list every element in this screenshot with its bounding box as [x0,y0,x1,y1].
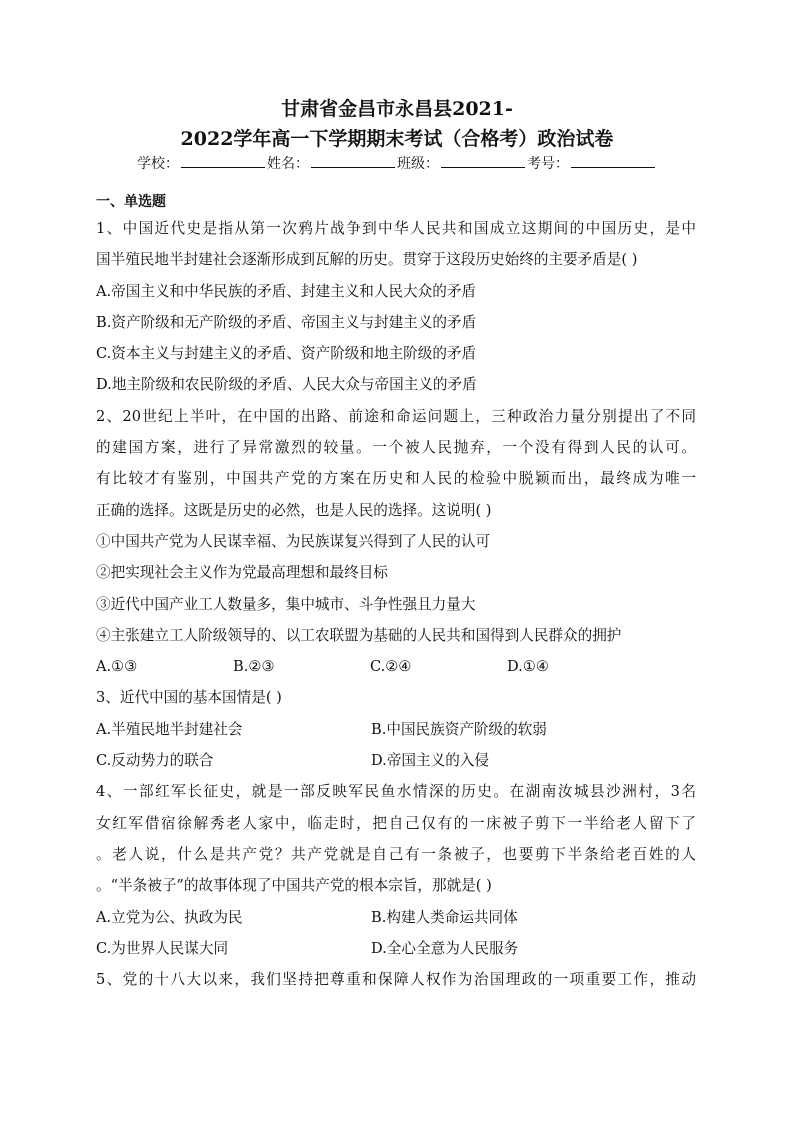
q4-option-a: A.立党为公、执政为民 [96,908,243,926]
q4-stem-line: 。“半条被子”的故事体现了中国共产党的根本宗旨，那就是( ) [96,877,492,895]
q2-stem-line: 正确的选择。这既是历史的必然，也是人民的选择。这说明( ) [96,501,492,519]
q4-options-row [96,902,696,933]
q4-stem-line: 4、一部红军长征史，就是一部反映军民鱼水情深的历史。在湖南汝城县沙洲村，3名 [96,783,696,801]
q4-option-d: D.全心全意为人民服务 [371,939,519,957]
q3-option-a: A.半殖民地半封建社会 [96,720,243,738]
q1-option-a: A.帝国主义和中华民族的矛盾、封建主义和人民大众的矛盾 [96,282,477,300]
q1-stem-line: 国半殖民地半封建社会逐渐形成到瓦解的历史。贯穿于这段历史始终的主要矛盾是( ) [96,251,638,269]
q2-option-c: C.②④ [370,658,412,676]
q2-stem-line: 2、20世纪上半叶，在中国的出路、前途和命运问题上，三种政治力量分别提出了不同 [96,407,696,425]
name-blank [311,152,395,168]
name-label: 姓名： [267,156,309,172]
q3-option-d: D.帝国主义的入侵 [371,752,489,770]
q2-option-a: A.①③ [96,658,138,676]
q2-stem-line: 的建国方案，进行了异常激烈的较量。一个被人民抛弃，一个没有得到人民的认可。 [96,439,696,457]
number-label: 考号： [527,156,569,172]
number-blank [571,152,655,168]
q1-option-b: B.资产阶级和无产阶级的矛盾、帝国主义与封建主义的矛盾 [96,313,477,331]
q2-statement-3: ③近代中国产业工人数量多，集中城市、斗争性强且力量大 [96,595,476,613]
q4-stem-line: 女红军借宿徐解秀老人家中，临走时，把自己仅有的一床被子剪下一半给老人留下了 [96,814,696,832]
q2-statement-1: ①中国共产党为人民谋幸福、为民族谋复兴得到了人民的认可 [96,532,491,550]
q2-option-d: D.①④ [507,658,549,676]
q2-statement-4: ④主张建立工人阶级领导的、以工农联盟为基础的人民共和国得到人民群众的拥护 [96,626,622,644]
exam-title-line2: 2022学年高一下学期期末考试（合格考）政治试卷 [180,128,614,150]
q4-stem-line: 。老人说，什么是共产党？共产党就是自己有一条被子，也要剪下半条给老百姓的人 [96,845,696,863]
student-info-row [0,152,794,176]
class-blank [441,152,525,168]
q2-statement-2: ②把实现社会主义作为党最高理想和最终目标 [96,564,388,582]
exam-title-line1: 甘肃省金昌市永昌县2021- [281,98,513,120]
q3-stem-line: 3、近代中国的基本国情是( ) [96,689,282,707]
q2-options-row [96,651,696,682]
section-heading: 一、单选题 [96,194,166,210]
q3-option-c: C.反动势力的联合 [96,752,214,770]
q3-options-row [96,714,696,745]
q2-stem-line: 有比较才有鉴别，中国共产党的方案在历史和人民的检验中脱颖而出，最终成为唯一 [96,470,696,488]
q3-option-b: B.中国民族资产阶级的软弱 [371,720,547,738]
q3-options-row [96,745,696,776]
q5-stem-line: 5、党的十八大以来，我们坚持把尊重和保障人权作为治国理政的一项重要工作，推动 [96,971,696,989]
q1-option-d: D.地主阶级和农民阶级的矛盾、人民大众与帝国主义的矛盾 [96,376,477,394]
q4-option-b: B.构建人类命运共同体 [371,908,518,926]
question-list [96,213,696,995]
school-label: 学校： [137,156,179,172]
q4-option-c: C.为世界人民谋大同 [96,939,229,957]
school-blank [181,152,265,168]
q1-stem-line: 1、中国近代史是指从第一次鸦片战争到中华人民共和国成立这期间的中国历史，是中 [96,220,696,237]
q1-option-c: C.资本主义与封建主义的矛盾、资产阶级和地主阶级的矛盾 [96,345,477,363]
class-label: 班级： [397,156,439,172]
q4-options-row [96,933,696,964]
q2-option-b: B.②③ [233,658,275,676]
